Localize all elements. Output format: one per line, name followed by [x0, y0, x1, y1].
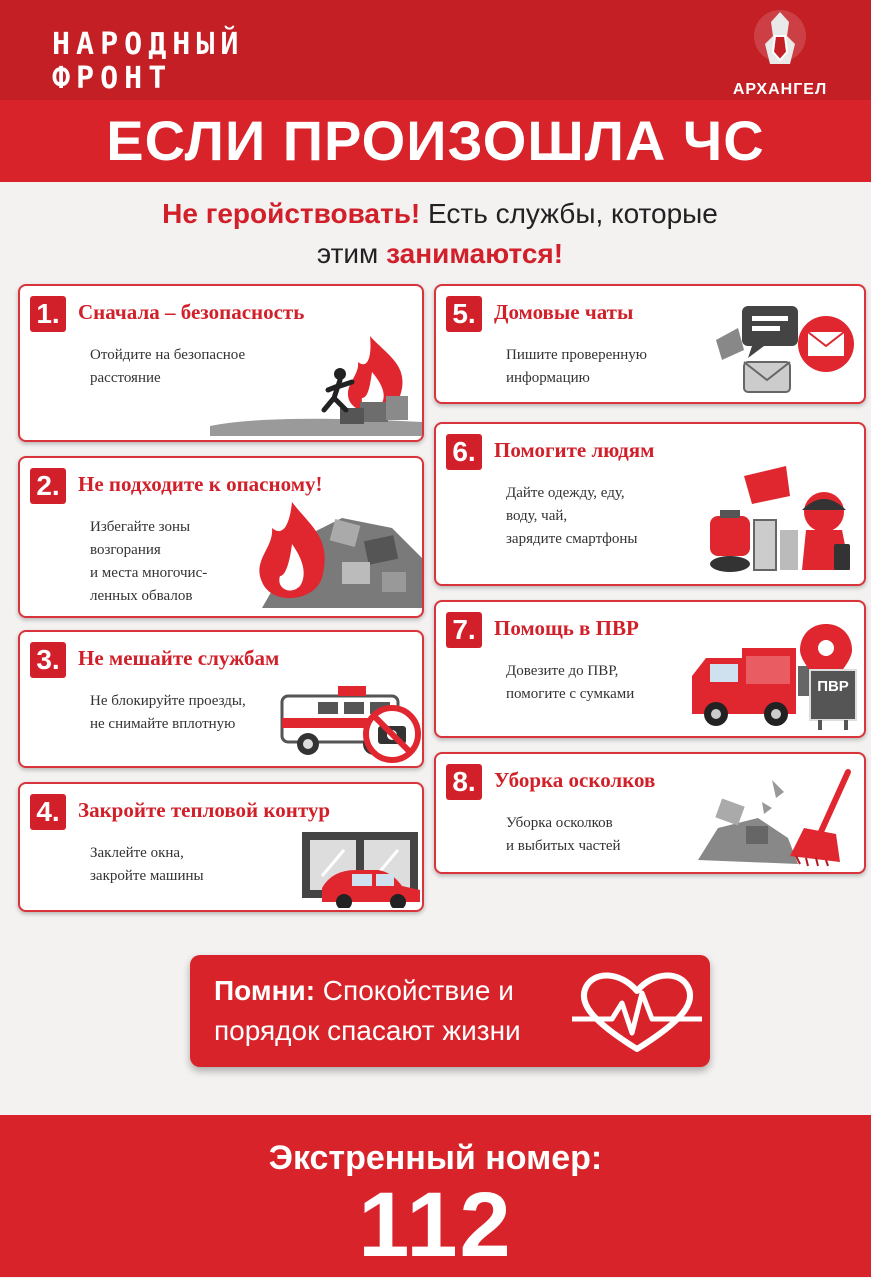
knight-icon	[745, 6, 815, 76]
fire-escape-icon	[210, 326, 422, 436]
remember-text-2: порядок спасают жизни	[214, 1015, 521, 1046]
card-title: Помогите людям	[494, 438, 655, 462]
fire-rubble-icon	[242, 498, 422, 614]
card-help-people	[434, 422, 866, 586]
card-title: Не подходите к опасному!	[78, 472, 323, 496]
broom-debris-icon	[688, 768, 858, 868]
supplies-icon	[702, 460, 860, 580]
header	[0, 0, 871, 182]
card-debris-cleanup	[434, 752, 866, 874]
card-text: Отойдите на безопасное расстояние	[90, 347, 246, 386]
card-number: 2.	[30, 468, 66, 504]
chat-messages-icon	[708, 300, 858, 398]
card-text: Избегайте зоны возгорания и места многочис- ленных обвалов	[90, 519, 208, 604]
van-location-icon	[686, 618, 858, 732]
remember-label: Помни:	[214, 975, 316, 1006]
subtitle	[40, 194, 840, 274]
brand-line-2: ФРОНТ	[52, 61, 173, 96]
emergency-number: 112	[358, 1174, 513, 1276]
card-title: Домовые чаты	[494, 300, 634, 324]
window-car-icon	[282, 826, 420, 908]
card-avoid-danger	[18, 456, 424, 618]
subtitle-part-1: Не геройствовать!	[162, 198, 421, 229]
card-text: Дайте одежду, еду, воду, чай, зарядите смартфоны	[506, 485, 638, 547]
card-title: Не мешайте службам	[78, 646, 280, 670]
card-text: Заклейте окна, закройте машины	[90, 845, 204, 884]
card-number: 5.	[446, 296, 482, 332]
remember-text-1: Спокойствие и	[315, 975, 514, 1006]
card-title: Уборка осколков	[494, 768, 656, 792]
card-safety-first	[18, 284, 424, 442]
remember-text	[214, 971, 521, 1051]
brand-line-1: НАРОДНЫЙ	[52, 27, 245, 62]
card-text: Пишите проверенную информацию	[506, 347, 647, 386]
subtitle-part-4: занимаются!	[386, 238, 564, 269]
card-dont-interfere	[18, 630, 424, 768]
arkhangel-logo	[700, 6, 860, 99]
card-number: 6.	[446, 434, 482, 470]
logo-name: АРХАНГЕЛ	[732, 81, 828, 98]
card-number: 1.	[30, 296, 66, 332]
footer	[0, 1115, 871, 1277]
card-heat-contour	[18, 782, 424, 912]
page-title: ЕСЛИ ПРОИЗОШЛА ЧС	[106, 109, 765, 172]
subtitle-part-2: Есть службы, которые	[420, 198, 718, 229]
card-title: Помощь в ПВР	[494, 616, 639, 640]
card-pvr-help	[434, 600, 866, 738]
remember-banner	[190, 955, 710, 1067]
card-house-chats	[434, 284, 866, 404]
card-text: Не блокируйте проезды, не снимайте вплотную	[90, 693, 246, 732]
card-title: Закройте тепловой контур	[78, 798, 331, 822]
ambulance-no-photo-icon	[278, 666, 424, 764]
brand-logo	[52, 28, 245, 96]
card-text: Довезите до ПВР, помогите с сумками	[506, 663, 635, 702]
card-number: 8.	[446, 764, 482, 800]
emergency-label: Экстренный номер:	[268, 1139, 603, 1177]
subtitle-part-3: этим	[316, 238, 387, 269]
heart-pulse-icon	[572, 969, 702, 1055]
card-number: 4.	[30, 794, 66, 830]
card-text: Уборка осколков и выбитых частей	[506, 815, 621, 854]
card-title: Сначала – безопасность	[78, 300, 305, 324]
card-number: 3.	[30, 642, 66, 678]
card-number: 7.	[446, 612, 482, 648]
pvr-sign: ПВР	[817, 678, 849, 695]
